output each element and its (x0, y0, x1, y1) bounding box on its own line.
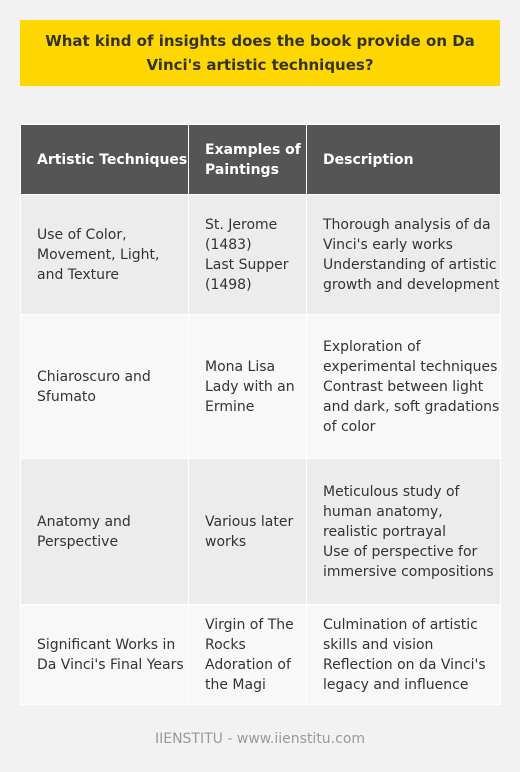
examples-cell (189, 195, 307, 315)
technique-cell: Chiaroscuro and Sfumato (21, 315, 189, 459)
example-item: Last Supper (1498) (205, 256, 289, 293)
table-row (21, 315, 501, 459)
example-item: Adoration of the Magi (205, 656, 291, 693)
description-item: Understanding of artistic growth and development (323, 256, 500, 293)
table-row (21, 195, 501, 315)
description-cell (307, 195, 501, 315)
technique-cell: Significant Works in Da Vinci's Final Years (21, 605, 189, 705)
description-item: Exploration of experimental techniques (323, 338, 498, 375)
description-item: Culmination of artistic skills and vision (323, 616, 478, 653)
techniques-table (20, 124, 501, 705)
table-row (21, 459, 501, 605)
header-artistic-techniques: Artistic Techniques (21, 125, 189, 195)
technique-cell: Use of Color, Movement, Light, and Texture (21, 195, 189, 315)
technique-cell: Anatomy and Perspective (21, 459, 189, 605)
description-cell (307, 315, 501, 459)
description-item: Contrast between light and dark, soft gradations of color (323, 378, 500, 435)
example-item: Various later works (205, 513, 294, 550)
description-item: Reflection on da Vinci's legacy and influence (323, 656, 486, 693)
description-cell (307, 605, 501, 705)
description-cell (307, 459, 501, 605)
examples-cell (189, 459, 307, 605)
footer-credit: IIENSTITU - www.iienstitu.com (154, 731, 366, 747)
example-item: Mona Lisa (205, 358, 276, 375)
example-item: St. Jerome (1483) (205, 216, 278, 253)
examples-cell (189, 315, 307, 459)
table-row (21, 605, 501, 705)
description-item: Thorough analysis of da Vinci's early works (323, 216, 491, 253)
header-examples-of-paintings: Examples of Paintings (189, 125, 307, 195)
example-item: Lady with an Ermine (205, 378, 295, 415)
table-header-row (21, 125, 501, 195)
examples-cell (189, 605, 307, 705)
description-item: Use of perspective for immersive compositions (323, 543, 494, 580)
header-description: Description (307, 125, 501, 195)
description-item: Meticulous study of human anatomy, realistic portrayal (323, 483, 460, 540)
example-item: Virgin of The Rocks (205, 616, 294, 653)
page-title: What kind of insights does the book provide on Da Vinci's artistic techniques? (20, 20, 500, 86)
